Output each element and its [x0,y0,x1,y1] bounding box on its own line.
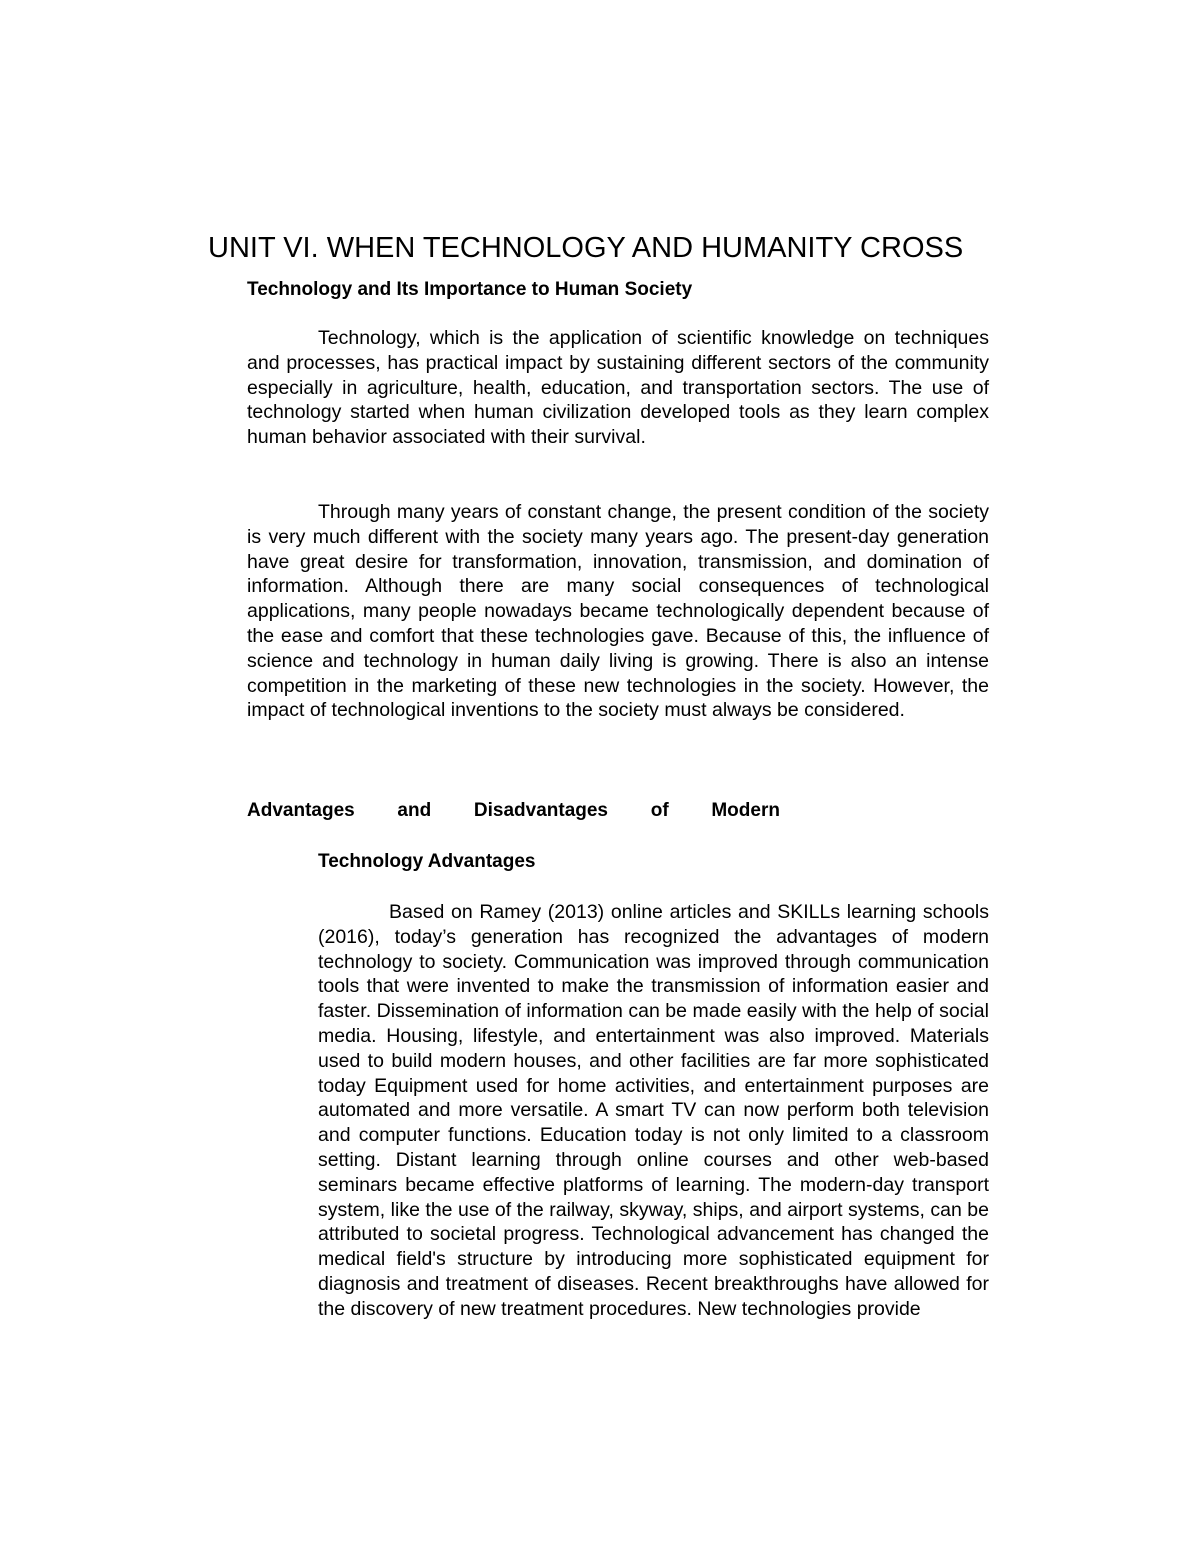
heading-word: and [397,800,432,821]
heading-word: of [650,800,669,821]
subsection-heading-technology-advantages: Technology Advantages [318,851,536,872]
section-heading-advantages-disadvantages [247,799,780,823]
paragraph-advantages: Based on Ramey (2013) online articles and SKILLs learning schools (2016), today’s generation has recognized the advantages of modern technology to society. Communication was improved through communication tools that were invented to make the transmission of information easier and faster. Dissemination of information can be made easily with the help of social media. Housing, lifestyle, and entertainment was also improved. Materials used to build modern houses, and other facilities are far more sophisticated today Equipment used for home activities, and entertainment purposes are automated and more versatile. A smart TV can now perform both television and computer functions. Education today is not only limited to a classroom setting. Distant learning through online courses and other web-based seminars became effective platforms of learning. The modern-day transport system, like the use of the railway, skyway, ships, and airport systems, can be attributed to societal progress. Technological advancement has changed the medical field's structure by introducing more sophisticated equipment for diagnosis and treatment of diseases. Recent breakthroughs have allowed for the discovery of new treatment procedures. New technologies provide [318,901,989,1320]
section-heading-technology-importance: Technology and Its Importance to Human Society [247,279,693,300]
unit-title: UNIT VI. WHEN TECHNOLOGY AND HUMANITY CROSS [208,232,964,264]
heading-word: Disadvantages [473,800,609,821]
paragraph-technology-definition: Technology, which is the application of scientific knowledge on techniques and processes, has practical impact by sustaining different sectors of the community especially in agriculture, health, education, and transportation sectors. The use of technology started when human civilization developed tools as they learn complex human behavior associated with their survival. [247,327,989,449]
paragraph-constant-change: Through many years of constant change, the present condition of the society is very much different with the society many years ago. The present-day generation have great desire for transformation, innovation, transmission, and domination of information. Although there are many social consequences of technological applications, many people nowadays became technologically dependent because of the ease and comfort that these technologies gave. Because of this, the influence of science and technology in human daily living is growing. There is also an intense competition in the marketing of these new technologies in the society. However, the impact of technological inventions to the society must always be considered. [247,501,989,722]
heading-word: Advantages [247,800,355,821]
heading-word: Modern [711,800,780,821]
